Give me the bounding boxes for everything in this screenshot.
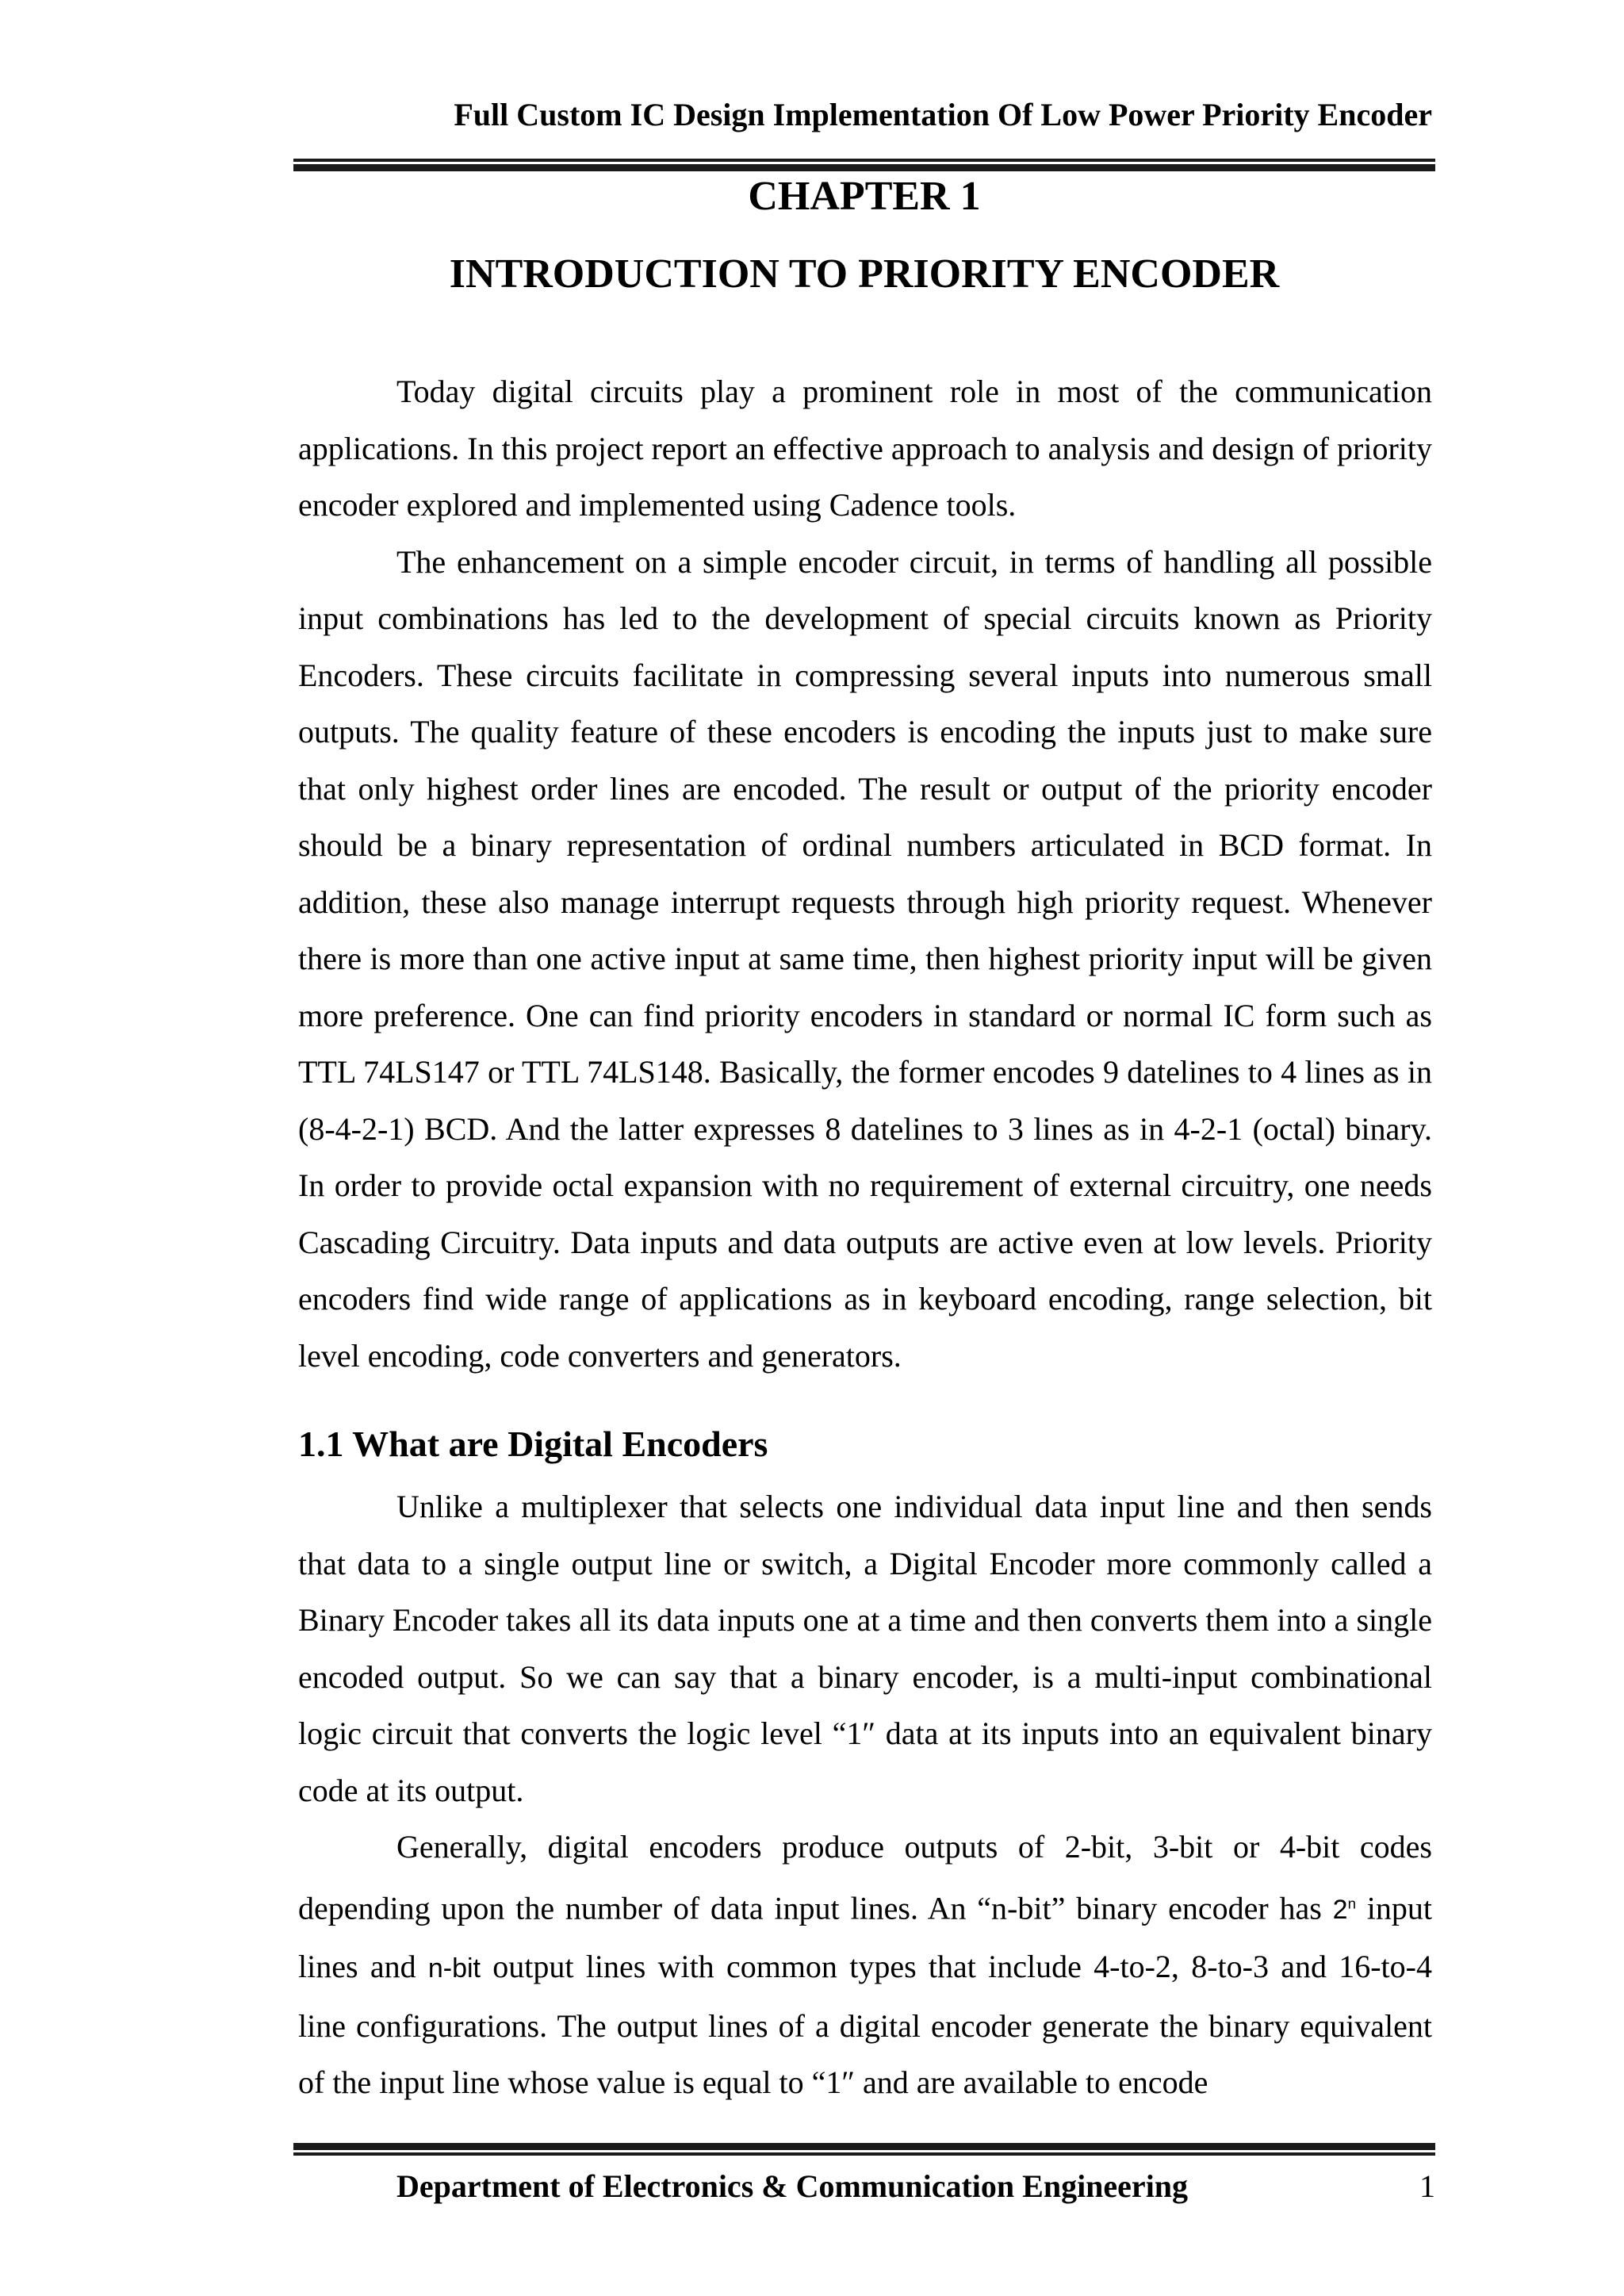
header-rule-thick (293, 164, 1435, 171)
running-header: Full Custom IC Design Implementation Of Low Power Priority Encoder (454, 97, 1432, 132)
paragraph-text: Generally, digital encoders produce outputs of 2-bit, 3-bit or 4-bit codes depending upon the number of data input lines. An “n-bit” binary encoder has (298, 1829, 1432, 1926)
footer-department: Department of Electronics & Communication Engineering (396, 2168, 1189, 2204)
power-exponent: n (1347, 1895, 1356, 1912)
chapter-title: INTRODUCTION TO PRIORITY ENCODER (449, 251, 1280, 297)
intro-paragraph-1: Today digital circuits play a prominent role in most of the communication applications. In this project report an effective approach to analysis and design of priority encoder explored and implemented using Cadence tools. (298, 374, 1432, 523)
page-number: 1 (1419, 2168, 1435, 2204)
page-content (298, 363, 1432, 2111)
paragraph-text: input lines and (298, 1889, 1432, 1985)
section-paragraph-1: Unlike a multiplexer that selects one individual data input line and then sends that data to a single output line or switch, a Digital Encoder more commonly called a Binary Encoder takes all its data inputs one at a time and then converts them into a single encoded output. So we can say that a binary encoder, is a multi-input combinational logic circuit that converts the logic level “1″ data at its inputs into an equivalent binary code at its output. (298, 1489, 1432, 1808)
section-paragraph-2 (298, 1819, 1432, 2111)
header-rule-thin (293, 159, 1435, 162)
paragraph-text: output lines with common types that include 4-to-2, 8-to-3 and 16-to-4 line configurations. The output lines of a digital encoder generate the binary equivalent of the input line whose value is equal to “1″ and are available to encode (298, 1949, 1432, 2101)
footer-rule-thin (293, 2152, 1435, 2156)
section-heading: 1.1 What are Digital Encoders (298, 1424, 768, 1464)
power-expression (1333, 1895, 1356, 1925)
intro-paragraph-2: The enhancement on a simple encoder circuit, in terms of handling all possible input combinations has led to the development of special circuits known as Priority Encoders. These circuits facilitate in compressing several inputs into numerous small outputs. The quality feature of these encoders is encoding the inputs just to make sure that only highest order lines are encoded. The result or output of the priority encoder should be a binary representation of ordinal numbers articulated in BCD format. In addition, these also manage interrupt requests through high priority request. Whenever there is more than one active input at same time, then highest priority input will be given more preference. One can find priority encoders in standard or normal IC form such as TTL 74LS147 or TTL 74LS148. Basically, the former encodes 9 datelines to 4 lines as in (8-4-2-1) BCD. And the latter expresses 8 datelines to 3 lines as in 4-2-1 (octal) binary. In order to provide octal expansion with no requirement of external circuitry, one needs Cascading Circuitry. Data inputs and data outputs are active even at low levels. Priority encoders find wide range of applications as in keyboard encoding, range selection, bit level encoding, code converters and generators. (298, 543, 1432, 1374)
chapter-number: CHAPTER 1 (748, 174, 981, 219)
power-base: 2 (1332, 1894, 1348, 1925)
footer-rule-thick (293, 2143, 1435, 2150)
n-bit-term: n-bit (427, 1953, 481, 1984)
